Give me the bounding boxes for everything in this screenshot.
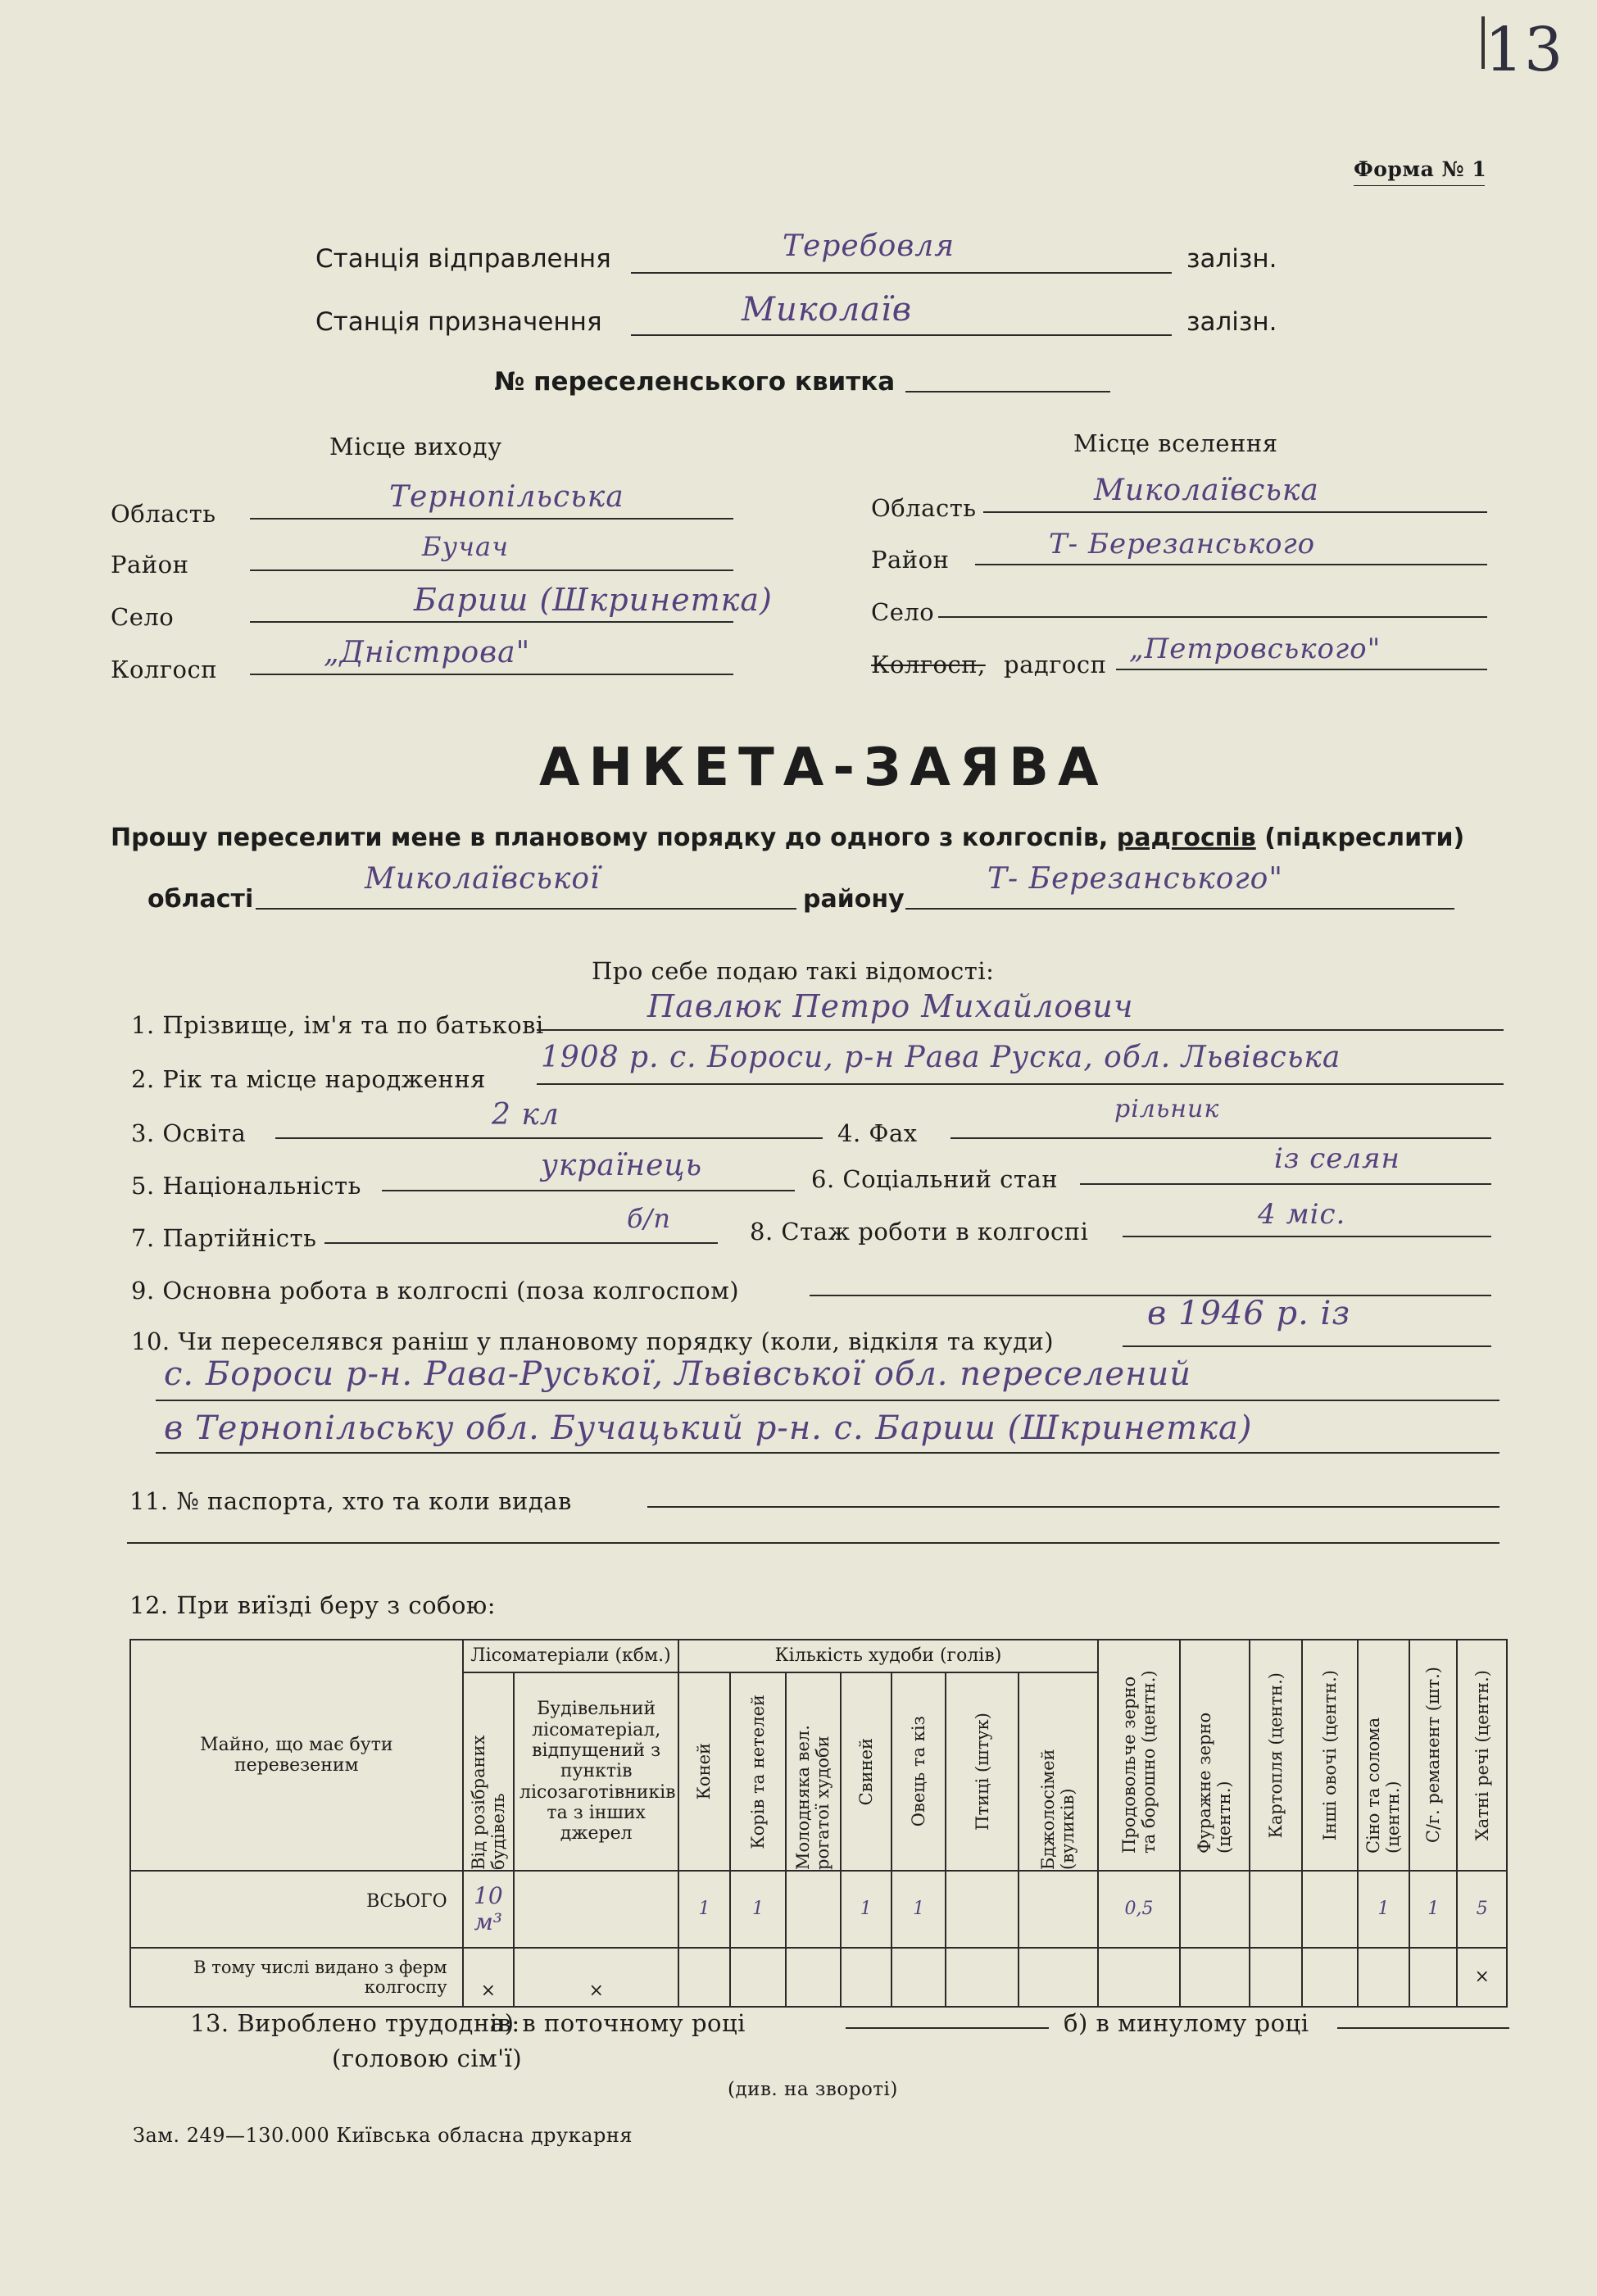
header-dismantled-text: Від розібраних будівель xyxy=(468,1735,508,1870)
field1-value: Павлюк Петро Михайлович xyxy=(647,988,1134,1024)
header-grain xyxy=(1098,1640,1181,1871)
farm-cell-12 xyxy=(1302,1948,1357,2007)
request-oblast-label: області xyxy=(147,885,254,914)
dest-village-label: Село xyxy=(871,598,935,626)
origin-region-label: Область xyxy=(111,500,216,528)
request-oblast-line xyxy=(256,908,796,910)
field8-label: 8. Стаж роботи в колгоспі xyxy=(750,1218,1089,1246)
header-cows-text: Корів та нетелей xyxy=(747,1694,768,1849)
field1-line xyxy=(537,1029,1504,1031)
col-property-header: Майно, що має бути перевезеним xyxy=(130,1640,463,1871)
header-poultry-text: Птиці (штук) xyxy=(972,1713,992,1831)
header-pigs xyxy=(841,1672,892,1871)
row-total-label: ВСЬОГО xyxy=(130,1871,463,1948)
header-building-timber: Будівельний лісоматеріал, відпущений з пунктів лісозаготівників та з інших джерел xyxy=(514,1672,678,1871)
header-poultry xyxy=(946,1672,1019,1871)
field10-value-b: с. Бороси р-н. Рава-Руської, Львівської обл. переселений xyxy=(164,1355,1192,1393)
destination-value: Миколаїв xyxy=(742,291,913,329)
field7-line xyxy=(324,1242,718,1244)
dest-kolkhoz-label: Колгосп, xyxy=(871,651,986,678)
field3-value: 2 кл xyxy=(492,1098,560,1132)
header-sheep xyxy=(892,1672,946,1871)
origin-village-value: Бариш (Шкринетка) xyxy=(414,582,773,618)
header-household-text: Хатні речі (центн.) xyxy=(1472,1669,1492,1841)
header-bees xyxy=(1019,1672,1098,1871)
departure-value: Теребовля xyxy=(783,229,955,263)
field10-line xyxy=(1123,1345,1491,1347)
origin-district-value: Бучач xyxy=(422,531,509,562)
origin-heading: Місце виходу xyxy=(329,433,502,461)
header-horses-text: Коней xyxy=(694,1743,715,1800)
origin-district-line xyxy=(250,569,733,571)
field2-label: 2. Рік та місце народження xyxy=(131,1065,486,1093)
header-vegetables xyxy=(1302,1640,1357,1871)
request-district-line xyxy=(905,908,1454,910)
request-text-a: Прошу переселити мене в плановому порядку до одного з колгоспів, xyxy=(111,824,1109,852)
field5-value: українець xyxy=(541,1149,703,1182)
total-cell-3: 1 xyxy=(730,1871,786,1948)
field12-label: 12. При виїзді беру з собою: xyxy=(129,1591,496,1619)
field3-line xyxy=(275,1137,823,1139)
field6-line xyxy=(1080,1183,1491,1185)
total-cell-4 xyxy=(786,1871,840,1948)
header-hay xyxy=(1358,1640,1409,1871)
farm-cell-14 xyxy=(1409,1948,1457,2007)
workdays-previous-line xyxy=(1337,2027,1509,2029)
printer-note: Зам. 249—130.000 Київська обласна друкарня xyxy=(133,2124,633,2147)
farm-cell-10 xyxy=(1180,1948,1250,2007)
workdays-previous-label: б) в минулому році xyxy=(1064,2009,1309,2037)
farm-cell-6 xyxy=(892,1948,946,2007)
dest-sovkhoz-label: радгосп xyxy=(1004,651,1107,678)
field10-label: 10. Чи переселявся раніш у плановому порядку (коли, відкіля та куди) xyxy=(131,1327,1055,1355)
header-dismantled xyxy=(463,1672,514,1871)
total-cell-0: 10 м³ xyxy=(463,1871,514,1948)
header-grain-text: Продовольче зерно та борошно (центн.) xyxy=(1118,1670,1159,1854)
request-oblast-value: Миколаївської xyxy=(365,862,601,896)
request-district-value: Т- Березанського" xyxy=(987,862,1283,896)
form-number: Форма № 1 xyxy=(1354,157,1487,181)
origin-region-line xyxy=(250,518,733,520)
field10-line3 xyxy=(156,1452,1499,1454)
farm-cell-7 xyxy=(946,1948,1019,2007)
farm-cell-4 xyxy=(786,1948,840,2007)
destination-rail: залізн. xyxy=(1186,307,1277,337)
header-young-cattle-text: Молодняка вел. рогатої худоби xyxy=(793,1725,833,1870)
row-farm-label: В тому числі видано з ферм колгоспу xyxy=(130,1948,463,2007)
see-reverse-note: (див. на звороті) xyxy=(728,2079,898,2100)
farm-cell-11 xyxy=(1250,1948,1302,2007)
farm-cell-8 xyxy=(1019,1948,1098,2007)
farm-cell-5 xyxy=(841,1948,892,2007)
field8-line xyxy=(1123,1236,1491,1237)
header-potato xyxy=(1250,1640,1302,1871)
workdays-label: 13. Вироблено трудоднів: xyxy=(190,2009,520,2037)
field10-line2 xyxy=(156,1400,1499,1401)
field5-line xyxy=(382,1190,795,1191)
total-cell-2: 1 xyxy=(678,1871,729,1948)
farm-cell-9 xyxy=(1098,1948,1181,2007)
farm-cell-15: × xyxy=(1457,1948,1507,2007)
total-cell-14: 1 xyxy=(1409,1871,1457,1948)
origin-kolkhoz-value: „Дністрова" xyxy=(324,636,531,669)
header-household xyxy=(1457,1640,1507,1871)
about-heading: Про себе подаю такі відомості: xyxy=(592,957,995,985)
field4-label: 4. Фах xyxy=(837,1119,918,1147)
header-hay-text: Сіно та солома (центн.) xyxy=(1363,1717,1404,1854)
total-cell-12 xyxy=(1302,1871,1357,1948)
header-cows xyxy=(730,1672,786,1871)
field2-value: 1908 р. с. Бороси, р-н Рава Руска, обл. Львівська xyxy=(541,1041,1341,1074)
field10-value-c: в Тернопільську обл. Бучацький р-н. с. Бариш (Шкринетка) xyxy=(164,1409,1253,1447)
header-fodder-text: Фуражне зерно (центн.) xyxy=(1195,1712,1235,1854)
header-fodder xyxy=(1180,1640,1250,1871)
form-number-underline xyxy=(1354,185,1485,186)
header-sheep-text: Овець та кіз xyxy=(909,1716,929,1827)
header-pigs-text: Свиней xyxy=(855,1737,876,1806)
field8-value: 4 міс. xyxy=(1258,1198,1346,1231)
dest-district-line xyxy=(975,564,1487,565)
field1-label: 1. Прізвище, ім'я та по батькові xyxy=(131,1011,544,1039)
destination-line xyxy=(631,334,1172,336)
field2-line xyxy=(537,1083,1504,1085)
field4-value: рільник xyxy=(1114,1095,1220,1123)
total-cell-11 xyxy=(1250,1871,1302,1948)
departure-line xyxy=(631,272,1172,274)
dest-region-label: Область xyxy=(871,494,977,522)
total-cell-13: 1 xyxy=(1358,1871,1409,1948)
group-timber-header: Лісоматеріали (кбм.) xyxy=(463,1640,679,1672)
field11-line2 xyxy=(127,1542,1499,1544)
workdays-current-label: а) в поточному році xyxy=(490,2009,746,2037)
workdays-current-line xyxy=(846,2027,1049,2029)
archive-mark xyxy=(1481,16,1485,69)
request-district-label: району xyxy=(803,885,905,914)
total-cell-6: 1 xyxy=(892,1871,946,1948)
field5-label: 5. Національність xyxy=(131,1172,361,1200)
header-horses xyxy=(678,1672,729,1871)
header-tools-text: С/г. реманент (шт.) xyxy=(1423,1667,1444,1844)
total-cell-8 xyxy=(1019,1871,1098,1948)
origin-region-value: Тернопільська xyxy=(389,480,624,514)
origin-kolkhoz-line xyxy=(250,674,733,675)
total-cell-5: 1 xyxy=(841,1871,892,1948)
archive-number: 13 xyxy=(1485,15,1564,85)
ticket-label: № переселенського квитка xyxy=(494,367,896,397)
field11-label: 11. № паспорта, хто та коли видав xyxy=(129,1487,572,1515)
belongings-table xyxy=(129,1639,1508,2008)
destination-label: Станція призначення xyxy=(315,307,602,337)
origin-village-label: Село xyxy=(111,603,175,631)
farm-cell-2 xyxy=(678,1948,729,2007)
field11-line xyxy=(647,1506,1499,1508)
origin-district-label: Район xyxy=(111,551,189,579)
total-cell-9: 0,5 xyxy=(1098,1871,1181,1948)
dest-region-line xyxy=(983,511,1487,513)
field4-line xyxy=(950,1137,1491,1139)
table-row-farm xyxy=(130,1948,1507,2007)
workdays-sublabel: (головою сім'ї) xyxy=(332,2044,523,2072)
ticket-line xyxy=(905,391,1110,392)
dest-village-line xyxy=(938,616,1487,618)
dest-sovkhoz-line xyxy=(1116,669,1487,670)
farm-cell-0: × xyxy=(463,1948,514,2007)
total-cell-1 xyxy=(514,1871,678,1948)
dest-region-value: Миколаївська xyxy=(1094,474,1319,507)
field10-value-a: в 1946 р. із xyxy=(1147,1295,1351,1332)
dest-district-value: Т- Березанського xyxy=(1049,528,1316,560)
field7-value: б/п xyxy=(627,1203,671,1234)
field7-label: 7. Партійність xyxy=(131,1224,317,1252)
farm-cell-13 xyxy=(1358,1948,1409,2007)
header-vegetables-text: Інші овочі (центн.) xyxy=(1319,1669,1340,1841)
header-young-cattle xyxy=(786,1672,840,1871)
table-row-total xyxy=(130,1871,1507,1948)
dest-sovkhoz-value: „Петровського" xyxy=(1129,633,1381,665)
field9-label: 9. Основна робота в колгоспі (поза колгоспом) xyxy=(131,1277,740,1305)
request-text-b: (підкреслити) xyxy=(1264,824,1465,852)
departure-rail: залізн. xyxy=(1186,244,1277,274)
field6-label: 6. Соціальний стан xyxy=(811,1165,1059,1193)
header-potato-text: Картопля (центн.) xyxy=(1265,1672,1286,1839)
origin-village-line xyxy=(250,621,733,623)
farm-cell-1: × xyxy=(514,1948,678,2007)
total-cell-10 xyxy=(1180,1871,1250,1948)
field6-value: із селян xyxy=(1274,1142,1400,1175)
header-bees-text: Бджолосімей (вуликів) xyxy=(1038,1749,1078,1870)
group-livestock-header: Кількість худоби (голів) xyxy=(678,1640,1097,1672)
dest-district-label: Район xyxy=(871,546,950,574)
form-title: АНКЕТА-ЗАЯВА xyxy=(539,737,1108,798)
total-cell-7 xyxy=(946,1871,1019,1948)
request-text-underlined: радгоспів xyxy=(1116,824,1256,852)
farm-cell-3 xyxy=(730,1948,786,2007)
departure-label: Станція відправлення xyxy=(315,244,611,274)
total-cell-15: 5 xyxy=(1457,1871,1507,1948)
dest-heading: Місце вселення xyxy=(1073,429,1278,457)
field3-label: 3. Освіта xyxy=(131,1119,247,1147)
header-tools xyxy=(1409,1640,1457,1871)
request-line xyxy=(111,824,1464,852)
origin-kolkhoz-label: Колгосп xyxy=(111,656,218,683)
